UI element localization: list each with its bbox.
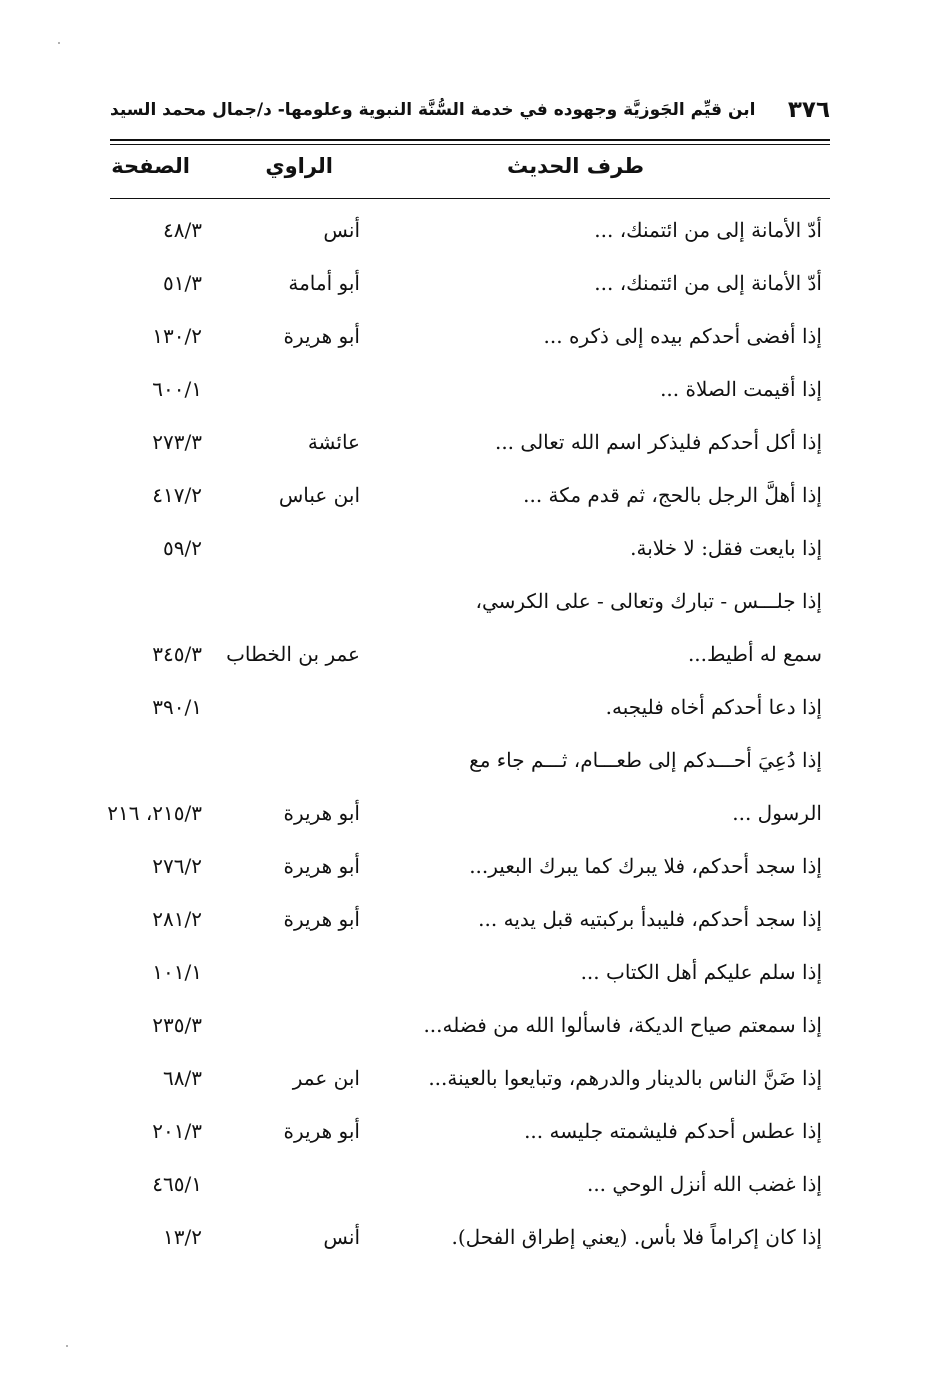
narrator-name: ابن عباس xyxy=(278,483,360,507)
page-reference: ٦٠٠/١ xyxy=(152,377,202,401)
table-row xyxy=(110,257,830,310)
page-reference: ٢٠١/٣ xyxy=(152,1119,202,1143)
table-row xyxy=(110,999,830,1052)
table-row xyxy=(107,787,830,840)
page-reference: ٢٧٦/٢ xyxy=(152,854,202,878)
table-row xyxy=(110,575,830,628)
running-head xyxy=(110,92,830,128)
page-reference: ٢١٥/٣، ٢١٦ xyxy=(107,801,202,825)
hadith-text: إذا ضَنَّ الناس بالدينار والدرهم، وتبايعوا بالعينة... xyxy=(428,1066,822,1090)
header-rule-thick xyxy=(110,139,830,141)
page-reference: ١٠١/١ xyxy=(152,960,202,984)
narrator-name: أبو هريرة xyxy=(283,324,360,348)
page-reference: ٥١/٣ xyxy=(163,271,202,295)
narrator-name: عائشة xyxy=(307,430,360,454)
narrator-name: ابن عمر xyxy=(292,1066,360,1090)
hadith-text: سمع له أطيط... xyxy=(687,642,822,666)
hadith-text: إذا دعا أحدكم أخاه فليجبه. xyxy=(605,695,822,719)
hadith-text: إذا بايعت فقل: لا خلابة. xyxy=(630,536,822,560)
narrator-name: أبو هريرة xyxy=(283,854,360,878)
narrator-name: أنس xyxy=(323,218,360,242)
page-reference: ٤١٧/٢ xyxy=(152,483,202,507)
hadith-text: إذا سمعتم صياح الديكة، فاسألوا الله من فضله... xyxy=(423,1013,822,1037)
page-reference: ٢٧٣/٣ xyxy=(152,430,202,454)
column-header-page: الصفحة xyxy=(111,154,190,178)
narrator-name: أبو هريرة xyxy=(283,907,360,931)
page-reference: ٣٤٥/٣ xyxy=(152,642,202,666)
table-row xyxy=(110,840,830,893)
table-row xyxy=(110,893,830,946)
table-row xyxy=(110,363,830,416)
hadith-text: إذا عطس أحدكم فليشمته جليسه ... xyxy=(524,1119,822,1143)
page-reference: ٦٨/٣ xyxy=(163,1066,202,1090)
table-header-rule xyxy=(110,198,830,199)
hadith-text: إذا أفضى أحدكم بيده إلى ذكره ... xyxy=(543,324,822,348)
page-reference: ١٣٠/٢ xyxy=(152,324,202,348)
page-number: ٣٧٦ xyxy=(787,97,830,123)
table-row xyxy=(110,1105,830,1158)
table-row xyxy=(110,628,830,681)
scan-speck xyxy=(66,1345,68,1347)
narrator-name: أبو هريرة xyxy=(283,1119,360,1143)
hadith-index-table xyxy=(107,204,830,1264)
hadith-text: إذا سلم عليكم أهل الكتاب ... xyxy=(580,960,822,984)
hadith-text: إذا غضب الله أنزل الوحي ... xyxy=(586,1172,822,1196)
hadith-text: إذا أكل أحدكم فليذكر اسم الله تعالى ... xyxy=(494,430,822,454)
hadith-text: إذا جلـــس - تبارك وتعالى - على الكرسي، xyxy=(475,589,822,613)
narrator-name: أبو أمامة xyxy=(288,271,360,295)
table-row xyxy=(110,522,830,575)
table-row xyxy=(110,734,830,787)
hadith-text: إذا أقيمت الصلاة ... xyxy=(660,377,822,401)
page-reference: ٤٨/٣ xyxy=(163,218,202,242)
header-rule-thin xyxy=(110,144,830,145)
narrator-name: عمر بن الخطاب xyxy=(226,642,360,666)
table-row xyxy=(110,204,830,257)
hadith-text: أدّ الأمانة إلى من ائتمنك، ... xyxy=(594,218,822,242)
table-row xyxy=(110,416,830,469)
hadith-text: إذا سجد أحدكم، فلا يبرك كما يبرك البعير... xyxy=(469,854,822,878)
book-title: ابن قيِّم الجَوزيَّة وجهوده في خدمة السُّنَّة النبوية وعلومها- د/جمال محمد السيد xyxy=(110,100,756,120)
page-reference: ٥٩/٢ xyxy=(163,536,202,560)
page-reference: ٢٣٥/٣ xyxy=(152,1013,202,1037)
table-row xyxy=(110,1158,830,1211)
column-header-narrator: الراوي xyxy=(265,154,333,178)
page-reference: ١٣/٢ xyxy=(163,1225,202,1249)
hadith-text: إذا كان إكراماً فلا بأس. (يعني إطراق الفحل). xyxy=(451,1225,822,1249)
scan-speck xyxy=(58,42,60,44)
hadith-text: إذا أهلَّ الرجل بالحج، ثم قدم مكة ... xyxy=(523,483,822,507)
table-row xyxy=(110,469,830,522)
hadith-text: الرسول ... xyxy=(732,801,822,825)
table-row xyxy=(110,1211,830,1264)
narrator-name: أنس xyxy=(323,1225,360,1249)
table-row xyxy=(110,946,830,999)
table-row xyxy=(110,1052,830,1105)
table-row xyxy=(110,310,830,363)
narrator-name: أبو هريرة xyxy=(283,801,360,825)
table-header xyxy=(110,148,830,190)
hadith-text: أدّ الأمانة إلى من ائتمنك، ... xyxy=(594,271,822,295)
page-reference: ٢٨١/٢ xyxy=(152,907,202,931)
page-reference: ٤٦٥/١ xyxy=(152,1172,202,1196)
hadith-text: إذا دُعِيَ أحـــدكم إلى طعـــام، ثـــم جاء مع xyxy=(469,748,822,772)
table-row xyxy=(110,681,830,734)
page-reference: ٣٩٠/١ xyxy=(152,695,202,719)
column-header-hadith: طرف الحديث xyxy=(506,154,644,178)
hadith-text: إذا سجد أحدكم، فليبدأ بركبتيه قبل يديه ... xyxy=(478,907,822,931)
